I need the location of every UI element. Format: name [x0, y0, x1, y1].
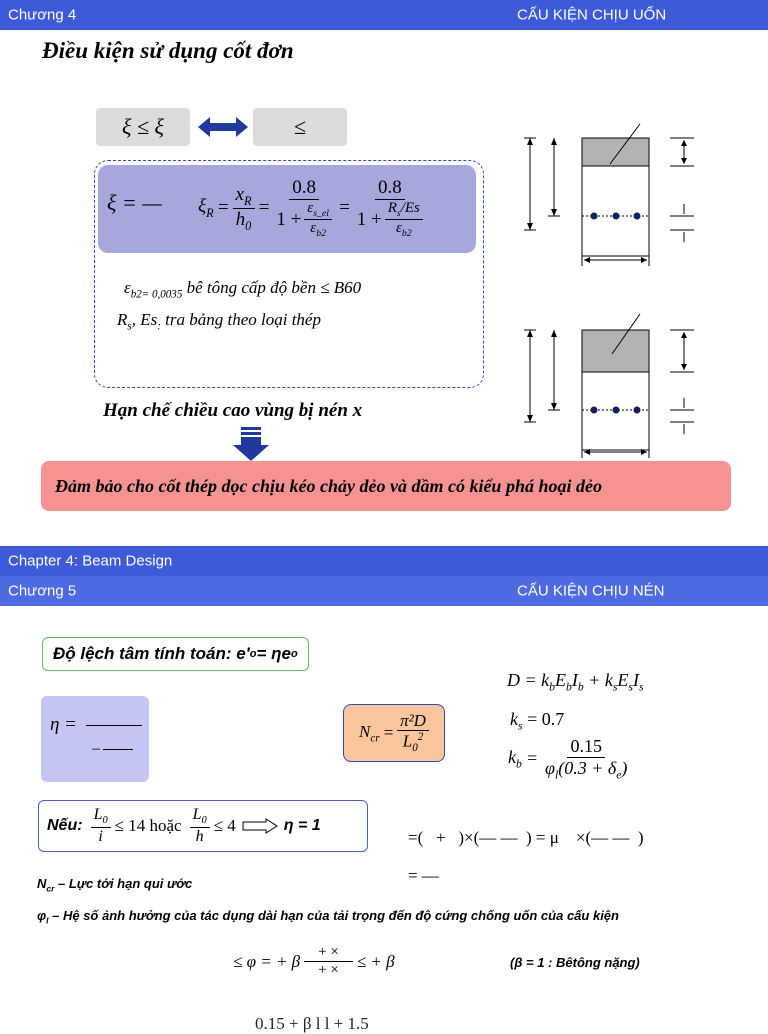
ncr-description: $N_{cr}$ – Lực tới hạn qui ước	[37, 876, 193, 894]
eta-dash: –	[92, 740, 133, 758]
ks-value: $k_s = 0.7$	[510, 709, 565, 733]
cut-off-formula: 0.15 + β l l + 1.5	[255, 1014, 369, 1033]
ncr-box: $N_{cr}$ = $\frac{\text{π²D}}{L_0^2}$	[343, 704, 445, 762]
mu-equation: =( + )×(— — ) = μ ×(— — )	[408, 828, 644, 847]
separator-bar	[0, 546, 768, 576]
separator-label: Chapter 4: Beam Design	[8, 552, 173, 570]
phi-description: $\varphi_l$ – Hệ số ảnh hưởng của tác dụng dài hạn của tải trọng đến độ cứng chống uốn của cấu kiện	[37, 908, 619, 926]
condition-if-box: Nếu: $\frac{L_0}{i}$ ≤ 14 hoặc $\frac{L_0}{h}$ ≤ 4 η = 1	[38, 800, 368, 852]
slide-title: Điều kiện sử dụng cốt đơn	[42, 38, 294, 63]
chapter-label-2: Chương 5	[8, 582, 77, 600]
kb-formula: $k_b$ = $\frac{0.15}{\varphi_l(0.3 + \delta_e)}$	[508, 736, 628, 782]
section-title: CẤU KIỆN CHỊU UỐN	[517, 6, 667, 24]
xi-definition: ξ = —	[107, 190, 162, 215]
header-bar-1	[0, 0, 768, 30]
chapter-label: Chương 4	[8, 6, 77, 24]
down-arrow-icon	[231, 427, 271, 461]
eq-dash: = —	[408, 866, 439, 885]
right-arrow-icon	[242, 818, 278, 834]
xi-r-formula: $\xi_R$ = $\frac{x_R}{h_0}$ = 0.8 1 + $\frac{\varepsilon_{s\_el}}{\varepsilon_{b2}}$ = 0.8 1 + $\frac{R_s/Es}{\varepsilon_{b2}}$	[198, 175, 426, 241]
phi-inequality: ≤ φ = + β $\frac{+ \times}{+ \times}$ ≤ + β	[233, 944, 395, 979]
eta-box	[41, 696, 149, 782]
beta-note: (β = 1 : Bêtông nặng)	[510, 955, 640, 970]
condition-box-right: ≤	[253, 108, 347, 146]
eta-formula: η =	[50, 714, 77, 735]
beam-section-diagram-2	[520, 310, 695, 460]
section-title-2: CẤU KIỆN CHỊU NÉN	[517, 582, 665, 600]
double-arrow-icon	[198, 114, 248, 140]
result-box: Đảm bảo cho cốt thép dọc chịu kéo chảy dẻo và dầm có kiểu phá hoại dẻo	[41, 461, 731, 511]
rs-es-note: $R_s$, $Es_:$ tra bảng theo loại thép	[117, 310, 321, 333]
epsilon-note: $\varepsilon_{b2= 0,0035}$ bê tông cấp độ bền ≤ B60	[124, 278, 362, 301]
header-bar-2	[0, 576, 768, 606]
condition-box-left: ξ ≤ ξ	[96, 108, 190, 146]
eta-fraction-bar	[86, 725, 142, 726]
eccentricity-box: Độ lệch tâm tính toán: e' o = ηe o	[42, 637, 309, 671]
beam-section-diagram-1	[520, 118, 695, 268]
limit-text: Hạn chế chiều cao vùng bị nén x	[103, 400, 363, 421]
stiffness-formula: $D = k_bE_bI_b + k_sE_sI_s$	[507, 670, 644, 694]
